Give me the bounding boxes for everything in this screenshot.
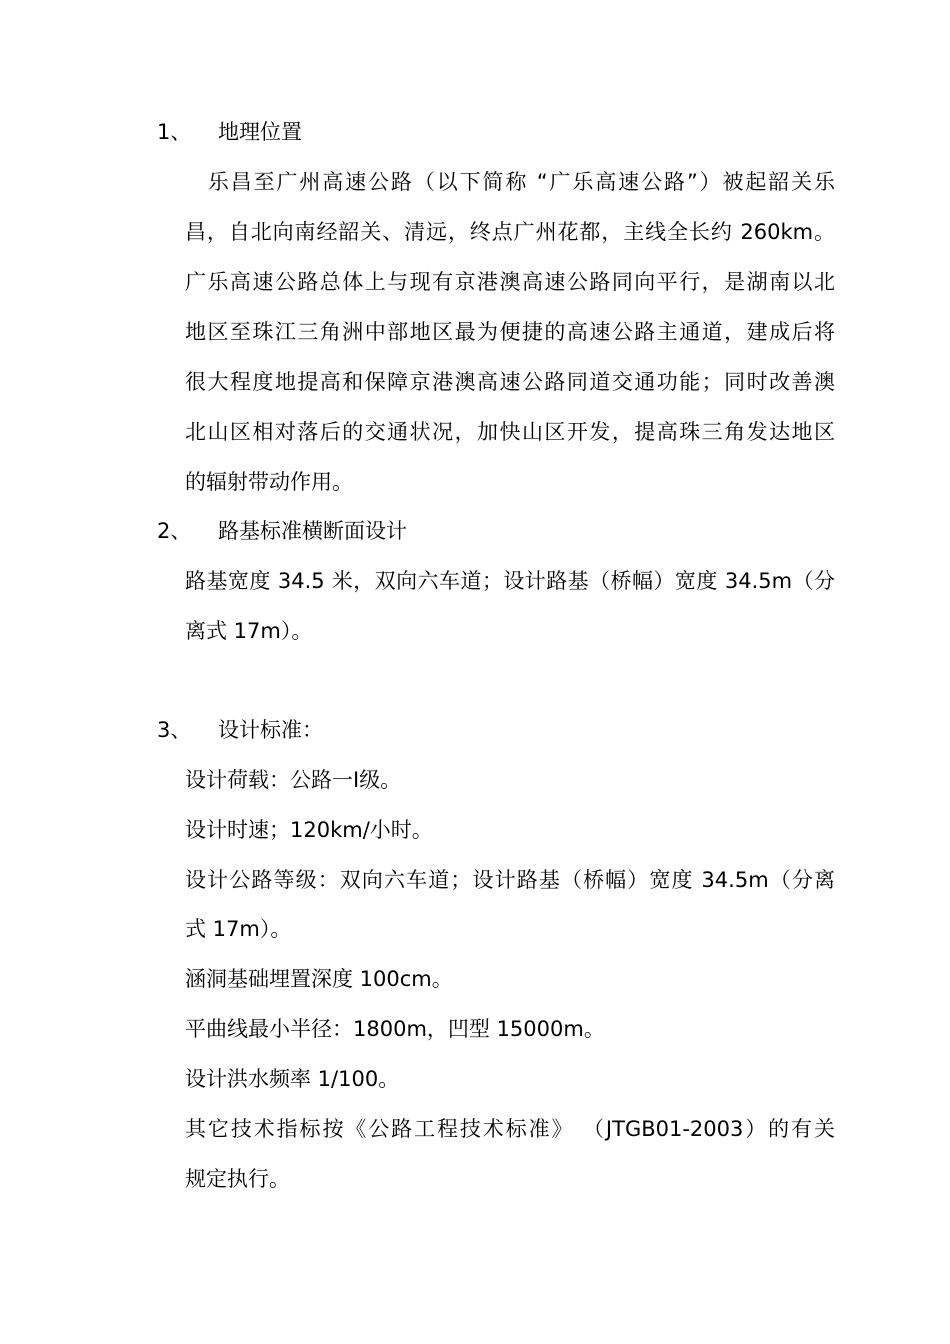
section-number: 2、 [157,519,192,543]
paragraph-line: 路基宽度 34.5 米，双向六车道；设计路基（桥幅）宽度 34.5m（分 [185,569,835,593]
paragraph-line: 其它技术指标按《公路工程技术标准》 （JTGB01-2003）的有关 [185,1117,835,1141]
paragraph-line: 式 17m）。 [185,917,292,941]
paragraph-line: 规定执行。 [185,1167,290,1191]
section-number: 3、 [157,718,192,742]
paragraph-line: 平曲线最小半径：1800m，凹型 15000m。 [185,1017,605,1041]
paragraph-line: 设计时速；120km/小时。 [185,818,433,842]
paragraph-line: 的辐射带动作用。 [185,470,353,494]
paragraph-line: 地区至珠江三角洲中部地区最为便捷的高速公路主通道，建成后将 [185,320,835,344]
paragraph-line: 设计公路等级：双向六车道；设计路基（桥幅）宽度 34.5m（分离 [185,868,835,892]
section-title: 路基标准横断面设计 [218,519,407,543]
paragraph-line: 广乐高速公路总体上与现有京港澳高速公路同向平行，是湖南以北 [185,270,835,294]
paragraph-line: 设计荷载：公路一Ⅰ级。 [185,768,402,792]
section-number: 1、 [157,120,192,144]
paragraph-line: 很大程度地提高和保障京港澳高速公路同道交通功能；同时改善澳 [185,370,835,394]
section-title: 设计标准： [218,718,323,742]
paragraph-line: 设计洪水频率 1/100。 [185,1067,400,1091]
paragraph-line: 离式 17m）。 [185,619,313,643]
paragraph-line: 北山区相对落后的交通状况，加快山区开发，提高珠三角发达地区 [185,420,835,444]
section-title: 地理位置 [218,120,302,144]
paragraph-line: 涵洞基础埋置深度 100cm。 [185,967,453,991]
paragraph-line: 乐昌至广州高速公路（以下简称 “广乐高速公路”）被起韶关乐 [185,170,835,194]
paragraph-line: 昌，自北向南经韶关、清远，终点广州花都，主线全长约 260km。 [185,220,835,244]
